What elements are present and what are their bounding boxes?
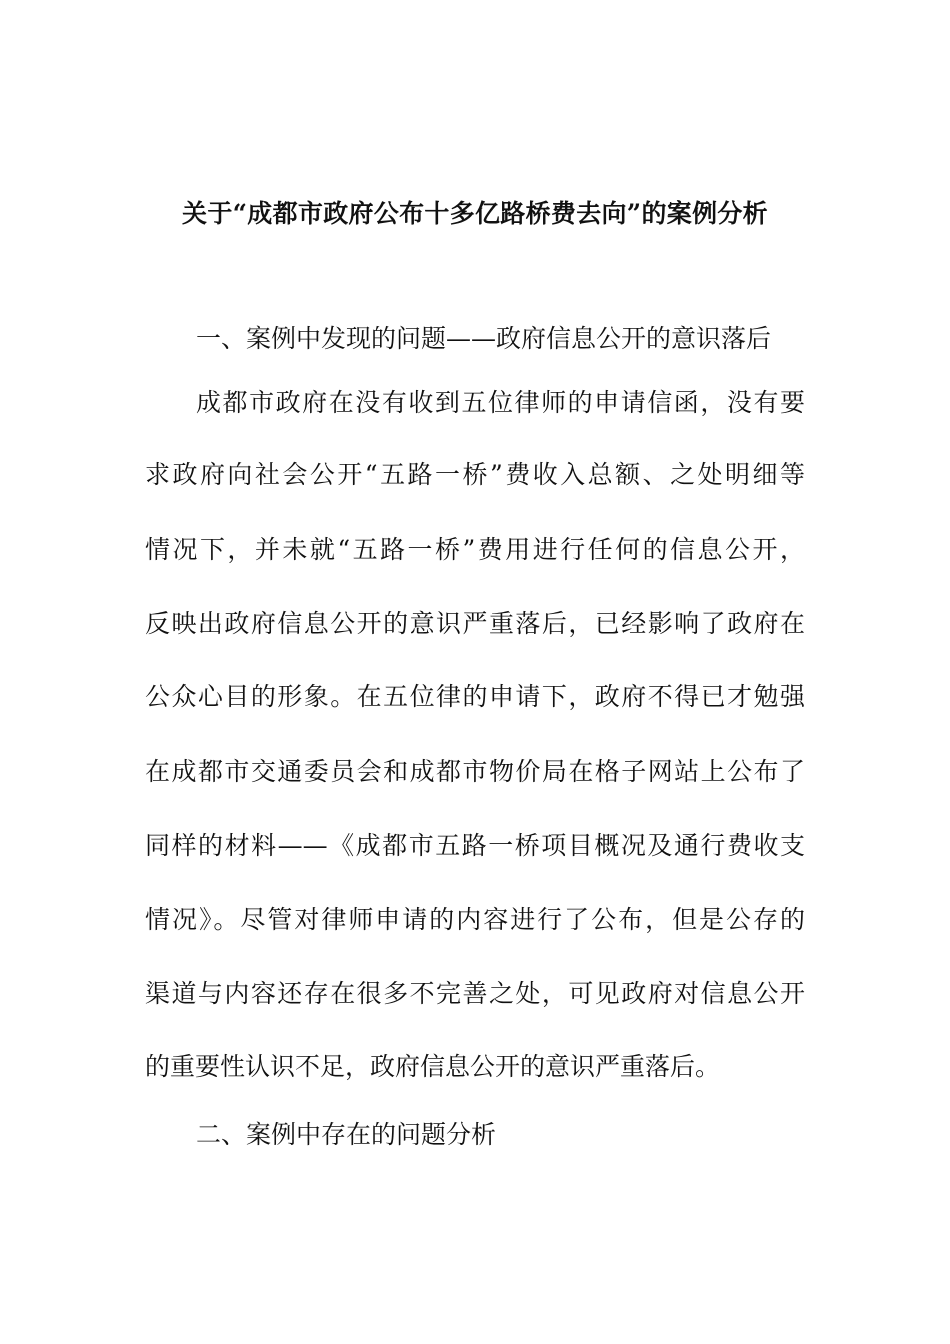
paragraph-line: 反映出政府信息公开的意识严重落后，已经影响了政府在 bbox=[145, 609, 805, 638]
paragraph-line: 同样的材料——《成都市五路一桥项目概况及通行费收支 bbox=[145, 831, 805, 860]
section-heading-2: 二、案例中存在的问题分析 bbox=[196, 1120, 497, 1149]
paragraph-line: 在成都市交通委员会和成都市物价局在格子网站上公布了 bbox=[145, 757, 805, 786]
paragraph-line: 的重要性认识不足，政府信息公开的意识严重落后。 bbox=[145, 1052, 721, 1081]
paragraph-line: 求政府向社会公开“五路一桥”费收入总额、之处明细等 bbox=[145, 460, 805, 489]
paragraph-line: 渠道与内容还存在很多不完善之处，可见政府对信息公开 bbox=[145, 979, 805, 1008]
paragraph-line: 情况下，并未就“五路一桥”费用进行任何的信息公开， bbox=[145, 535, 805, 564]
paragraph-line: 公众心目的形象。在五位律的申请下，政府不得已才勉强 bbox=[145, 682, 805, 711]
document-title: 关于“成都市政府公布十多亿路桥费去向”的案例分析 bbox=[182, 199, 768, 228]
paragraph-line: 成都市政府在没有收到五位律师的申请信函，没有要 bbox=[196, 388, 805, 417]
paragraph-line: 情况》。尽管对律师申请的内容进行了公布，但是公存的 bbox=[145, 905, 805, 934]
section-heading-1: 一、案例中发现的问题——政府信息公开的意识落后 bbox=[196, 324, 772, 353]
